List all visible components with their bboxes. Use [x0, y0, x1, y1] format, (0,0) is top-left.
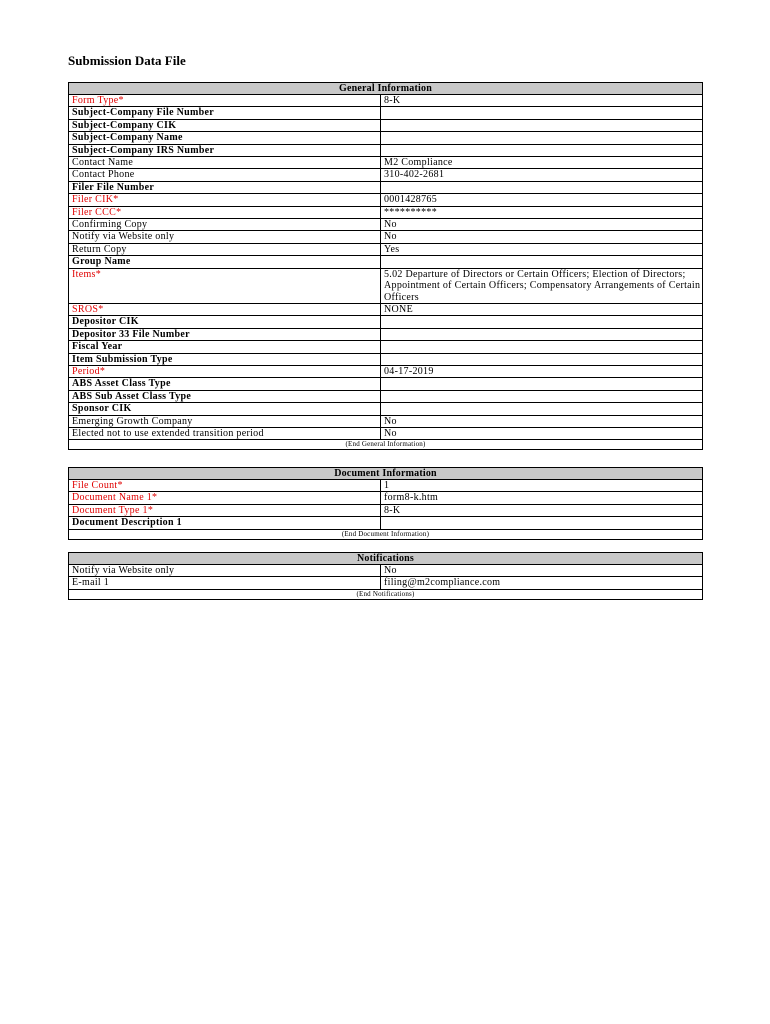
field-label: Document Description 1: [69, 517, 381, 528]
field-value: filing@m2compliance.com: [384, 577, 501, 589]
field-value: [381, 329, 702, 340]
field-value: [381, 120, 702, 131]
table-row: [69, 107, 702, 119]
field-value: 310-402-2681: [384, 169, 445, 181]
field-label: Items*: [69, 269, 381, 303]
table-row: [69, 366, 702, 378]
section-footer: (End Document Information): [341, 529, 430, 538]
table-row: [69, 194, 702, 206]
field-value: 8-K: [384, 95, 401, 106]
table-row: [69, 428, 702, 440]
field-label: Return Copy: [69, 244, 381, 255]
section-header: Document Information: [69, 468, 702, 480]
field-label: ABS Sub Asset Class Type: [69, 391, 381, 402]
table-row: [69, 329, 702, 341]
field-value: [381, 391, 702, 402]
section-footer: (End General Information): [345, 440, 426, 449]
field-value: [381, 378, 702, 389]
field-label: E-mail 1: [69, 577, 381, 588]
field-label: Depositor CIK: [69, 316, 381, 327]
table-row: [69, 231, 702, 243]
field-label: Document Type 1*: [69, 505, 381, 516]
field-label: Form Type*: [69, 95, 381, 106]
field-value: [381, 517, 702, 528]
field-label: Notify via Website only: [69, 231, 381, 242]
section-footer: (End Notifications): [356, 589, 415, 598]
table-row: [69, 304, 702, 316]
table-row: [69, 120, 702, 132]
field-value: [381, 182, 702, 193]
field-value: [381, 354, 702, 365]
field-value: [381, 341, 702, 352]
field-value: No: [384, 415, 397, 427]
field-value: 04-17-2019: [384, 365, 434, 377]
table-row: [69, 378, 702, 390]
table-row: [69, 244, 702, 256]
table-row: [69, 182, 702, 194]
table-row: [69, 132, 702, 144]
field-label: Item Submission Type: [69, 354, 381, 365]
table-row: [69, 492, 702, 504]
page-title: Submission Data File: [68, 53, 186, 68]
table-row: [69, 207, 702, 219]
field-label: Confirming Copy: [69, 219, 381, 230]
field-value: [381, 316, 702, 327]
table-row: [69, 565, 702, 577]
field-value: [381, 403, 702, 414]
field-label: Period*: [69, 366, 381, 377]
field-value: form8-k.htm: [384, 492, 439, 504]
table-row: [69, 269, 702, 304]
field-value: No: [384, 219, 397, 231]
table-row: [69, 517, 702, 529]
table-row: [69, 316, 702, 328]
field-label: Depositor 33 File Number: [69, 329, 381, 340]
notifications-section: [68, 552, 703, 600]
field-value: No: [384, 427, 397, 439]
section-rows: [69, 565, 702, 590]
section-rows: [69, 480, 702, 530]
field-label: Emerging Growth Company: [69, 416, 381, 427]
field-value: 8-K: [384, 504, 401, 516]
field-label: SROS*: [69, 304, 381, 315]
table-row: [69, 505, 702, 517]
section-rows: [69, 95, 702, 440]
field-value: 0001428765: [384, 194, 437, 206]
table-row: [69, 145, 702, 157]
general-information-section: [68, 82, 703, 450]
field-value: NONE: [384, 303, 413, 315]
field-label: File Count*: [69, 480, 381, 491]
table-row: [69, 354, 702, 366]
field-label: Sponsor CIK: [69, 403, 381, 414]
field-label: Contact Name: [69, 157, 381, 168]
table-row: [69, 416, 702, 428]
table-row: [69, 577, 702, 589]
field-label: Contact Phone: [69, 169, 381, 180]
field-value: [381, 107, 702, 118]
field-label: Group Name: [69, 256, 381, 267]
field-value: [381, 145, 702, 156]
table-row: [69, 341, 702, 353]
section-header: General Information: [69, 83, 702, 95]
field-label: Subject-Company File Number: [69, 107, 381, 118]
table-row: [69, 391, 702, 403]
field-value: 1: [384, 480, 390, 491]
field-label: Subject-Company IRS Number: [69, 145, 381, 156]
field-value: No: [384, 565, 397, 576]
field-value: **********: [384, 206, 437, 218]
document-information-section: [68, 467, 703, 540]
field-label: Subject-Company Name: [69, 132, 381, 143]
table-row: [69, 219, 702, 231]
table-row: [69, 157, 702, 169]
table-row: [69, 95, 702, 107]
field-value: [381, 256, 702, 267]
field-value: No: [384, 231, 397, 243]
field-label: Elected not to use extended transition period: [69, 428, 381, 439]
field-label: Filer File Number: [69, 182, 381, 193]
table-row: [69, 480, 702, 492]
field-label: Subject-Company CIK: [69, 120, 381, 131]
table-row: [69, 169, 702, 181]
table-row: [69, 403, 702, 415]
field-value: Yes: [384, 243, 400, 255]
field-value: [381, 132, 702, 143]
field-label: Filer CIK*: [69, 194, 381, 205]
field-label: Filer CCC*: [69, 207, 381, 218]
field-label: ABS Asset Class Type: [69, 378, 381, 389]
field-label: Notify via Website only: [69, 565, 381, 576]
field-value: 5.02 Departure of Directors or Certain Officers; Election of Directors; Appointment of Certain Officers; Compensatory Arrangements of Certain Officers: [384, 268, 701, 303]
section-header: Notifications: [69, 553, 702, 565]
field-label: Document Name 1*: [69, 492, 381, 503]
field-value: M2 Compliance: [384, 157, 453, 169]
field-label: Fiscal Year: [69, 341, 381, 352]
table-row: [69, 256, 702, 268]
